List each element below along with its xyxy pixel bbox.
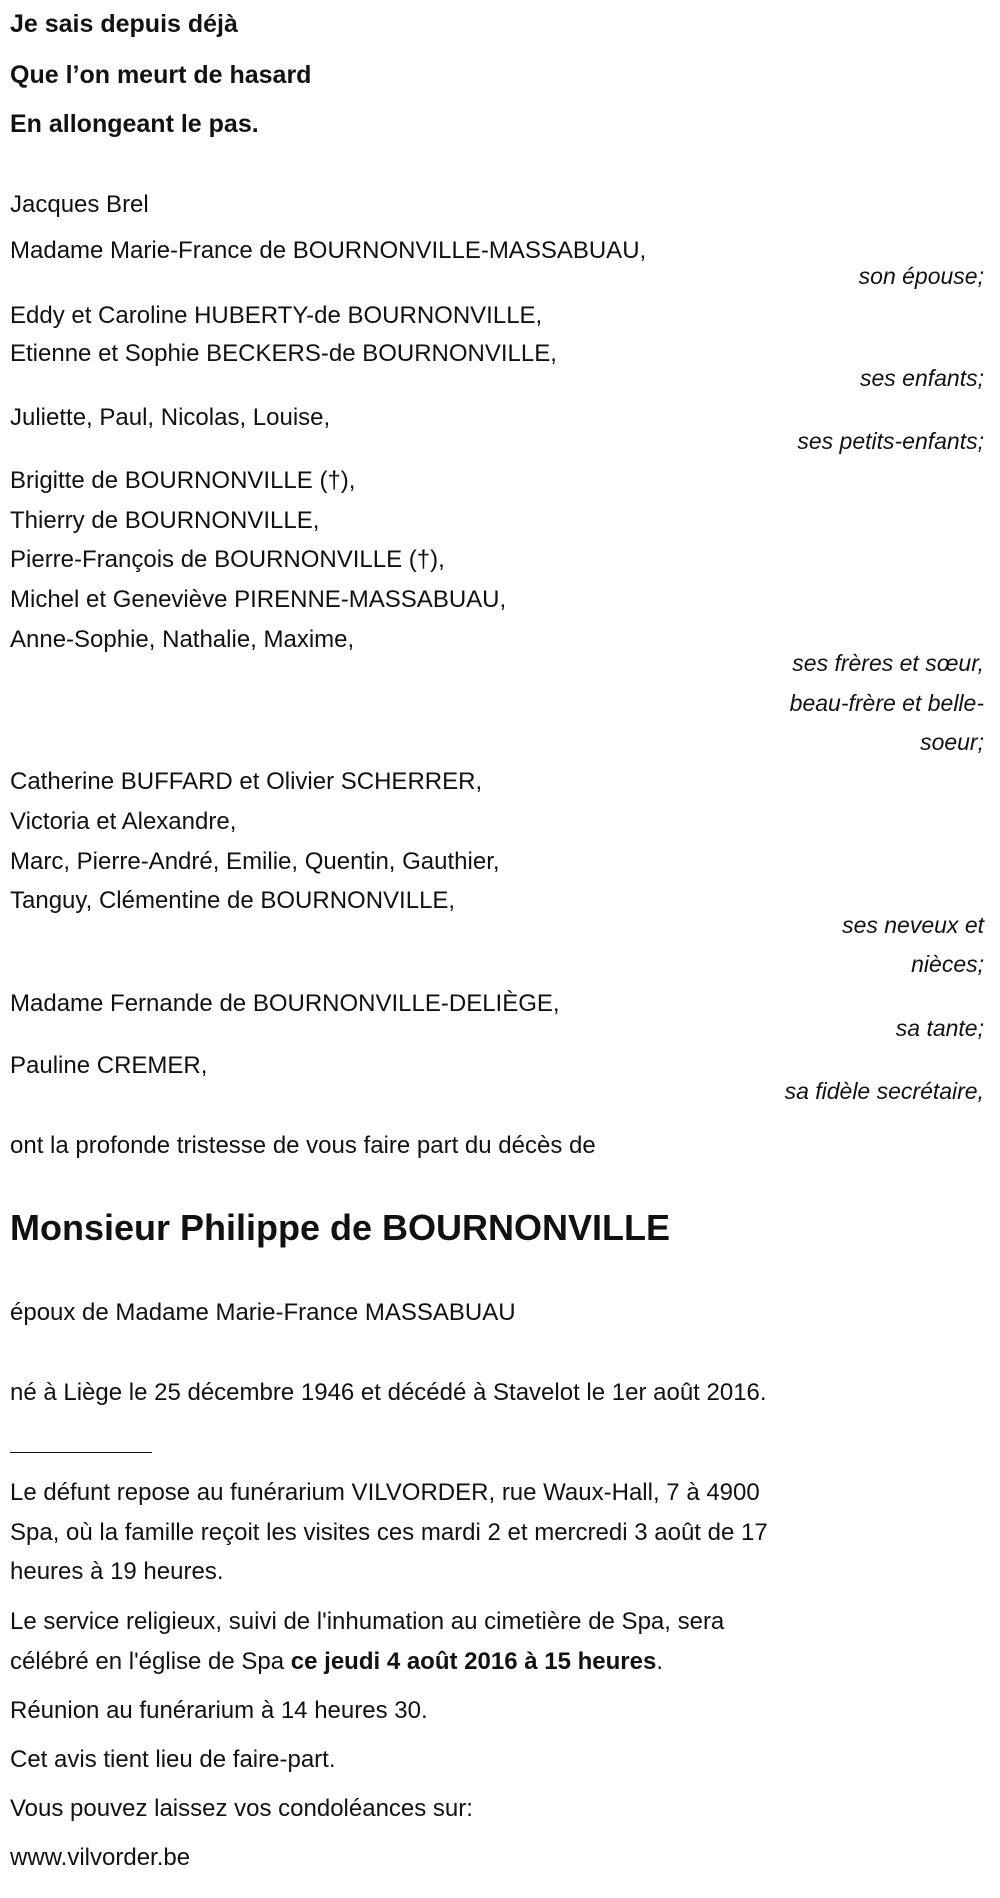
relation-label: ses enfants; <box>859 365 984 391</box>
family-member: Anne-Sophie, Nathalie, Maxime, <box>10 626 355 653</box>
relation-label: sa tante; <box>895 1015 984 1041</box>
notice-text: Cet avis tient lieu de faire-part. <box>10 1746 336 1773</box>
family-member: Pauline CREMER, <box>10 1052 208 1079</box>
condolences-text: Vous pouvez laissez vos condoléances sur: <box>10 1795 473 1822</box>
family-member: Etienne et Sophie BECKERS-de BOURNONVILLE, <box>10 340 557 367</box>
family-member: Brigitte de BOURNONVILLE (†), <box>10 467 356 494</box>
repose-text: Spa, où la famille reçoit les visites ces mardi 2 et mercredi 3 août de 17 <box>10 1519 768 1546</box>
spouse-line: époux de Madame Marie-France MASSABUAU <box>10 1299 516 1326</box>
service-text-post: . <box>656 1648 663 1675</box>
poem-line: Je sais depuis déjà <box>10 10 238 38</box>
relation-label: ses frères et sœur, <box>792 650 984 676</box>
birth-death: né à Liège le 25 décembre 1946 et décédé à Stavelot le 1er août 2016. <box>10 1379 767 1406</box>
relation-label: nièces; <box>911 951 984 977</box>
relation-label: son épouse; <box>858 263 984 289</box>
family-member: Victoria et Alexandre, <box>10 808 237 835</box>
announcement: ont la profonde tristesse de vous faire part du décès de <box>10 1132 596 1159</box>
family-member: Michel et Geneviève PIRENNE-MASSABUAU, <box>10 586 507 613</box>
repose-text: Le défunt repose au funérarium VILVORDER, rue Waux-Hall, 7 à 4900 <box>10 1479 760 1506</box>
service-text-pre: célébré en l'église de Spa <box>10 1648 291 1675</box>
website-link[interactable] <box>10 1838 190 1878</box>
divider <box>10 1452 152 1453</box>
family-member: Madame Fernande de BOURNONVILLE-DELIÈGE, <box>10 990 560 1017</box>
family-member: Thierry de BOURNONVILLE, <box>10 507 320 534</box>
poem-line: En allongeant le pas. <box>10 110 259 138</box>
deceased-name: Monsieur Philippe de BOURNONVILLE <box>10 1207 671 1248</box>
poem-author: Jacques Brel <box>10 191 149 218</box>
family-member: Catherine BUFFARD et Olivier SCHERRER, <box>10 768 483 795</box>
family-member: Madame Marie-France de BOURNONVILLE-MASSABUAU, <box>10 237 647 264</box>
relation-label: soeur; <box>920 729 984 755</box>
service-text <box>10 1642 663 1682</box>
relation-label: ses petits-enfants; <box>797 428 984 454</box>
poem-line: Que l’on meurt de hasard <box>10 61 312 89</box>
service-date: ce jeudi 4 août 2016 à 15 heures <box>290 1648 657 1675</box>
reunion-text: Réunion au funérarium à 14 heures 30. <box>10 1697 428 1724</box>
relation-label: sa fidèle secrétaire, <box>784 1078 984 1104</box>
family-member: Juliette, Paul, Nicolas, Louise, <box>10 404 331 431</box>
service-text: Le service religieux, suivi de l'inhumation au cimetière de Spa, sera <box>10 1608 725 1635</box>
website-link-text[interactable]: www.vilvorder.be <box>10 1844 191 1871</box>
family-member: Pierre-François de BOURNONVILLE (†), <box>10 546 445 573</box>
repose-text: heures à 19 heures. <box>10 1558 224 1585</box>
relation-label: ses neveux et <box>842 912 984 938</box>
relation-label: beau-frère et belle- <box>789 690 984 716</box>
family-member: Marc, Pierre-André, Emilie, Quentin, Gauthier, <box>10 848 500 875</box>
family-member: Eddy et Caroline HUBERTY-de BOURNONVILLE, <box>10 302 543 329</box>
family-member: Tanguy, Clémentine de BOURNONVILLE, <box>10 887 456 914</box>
